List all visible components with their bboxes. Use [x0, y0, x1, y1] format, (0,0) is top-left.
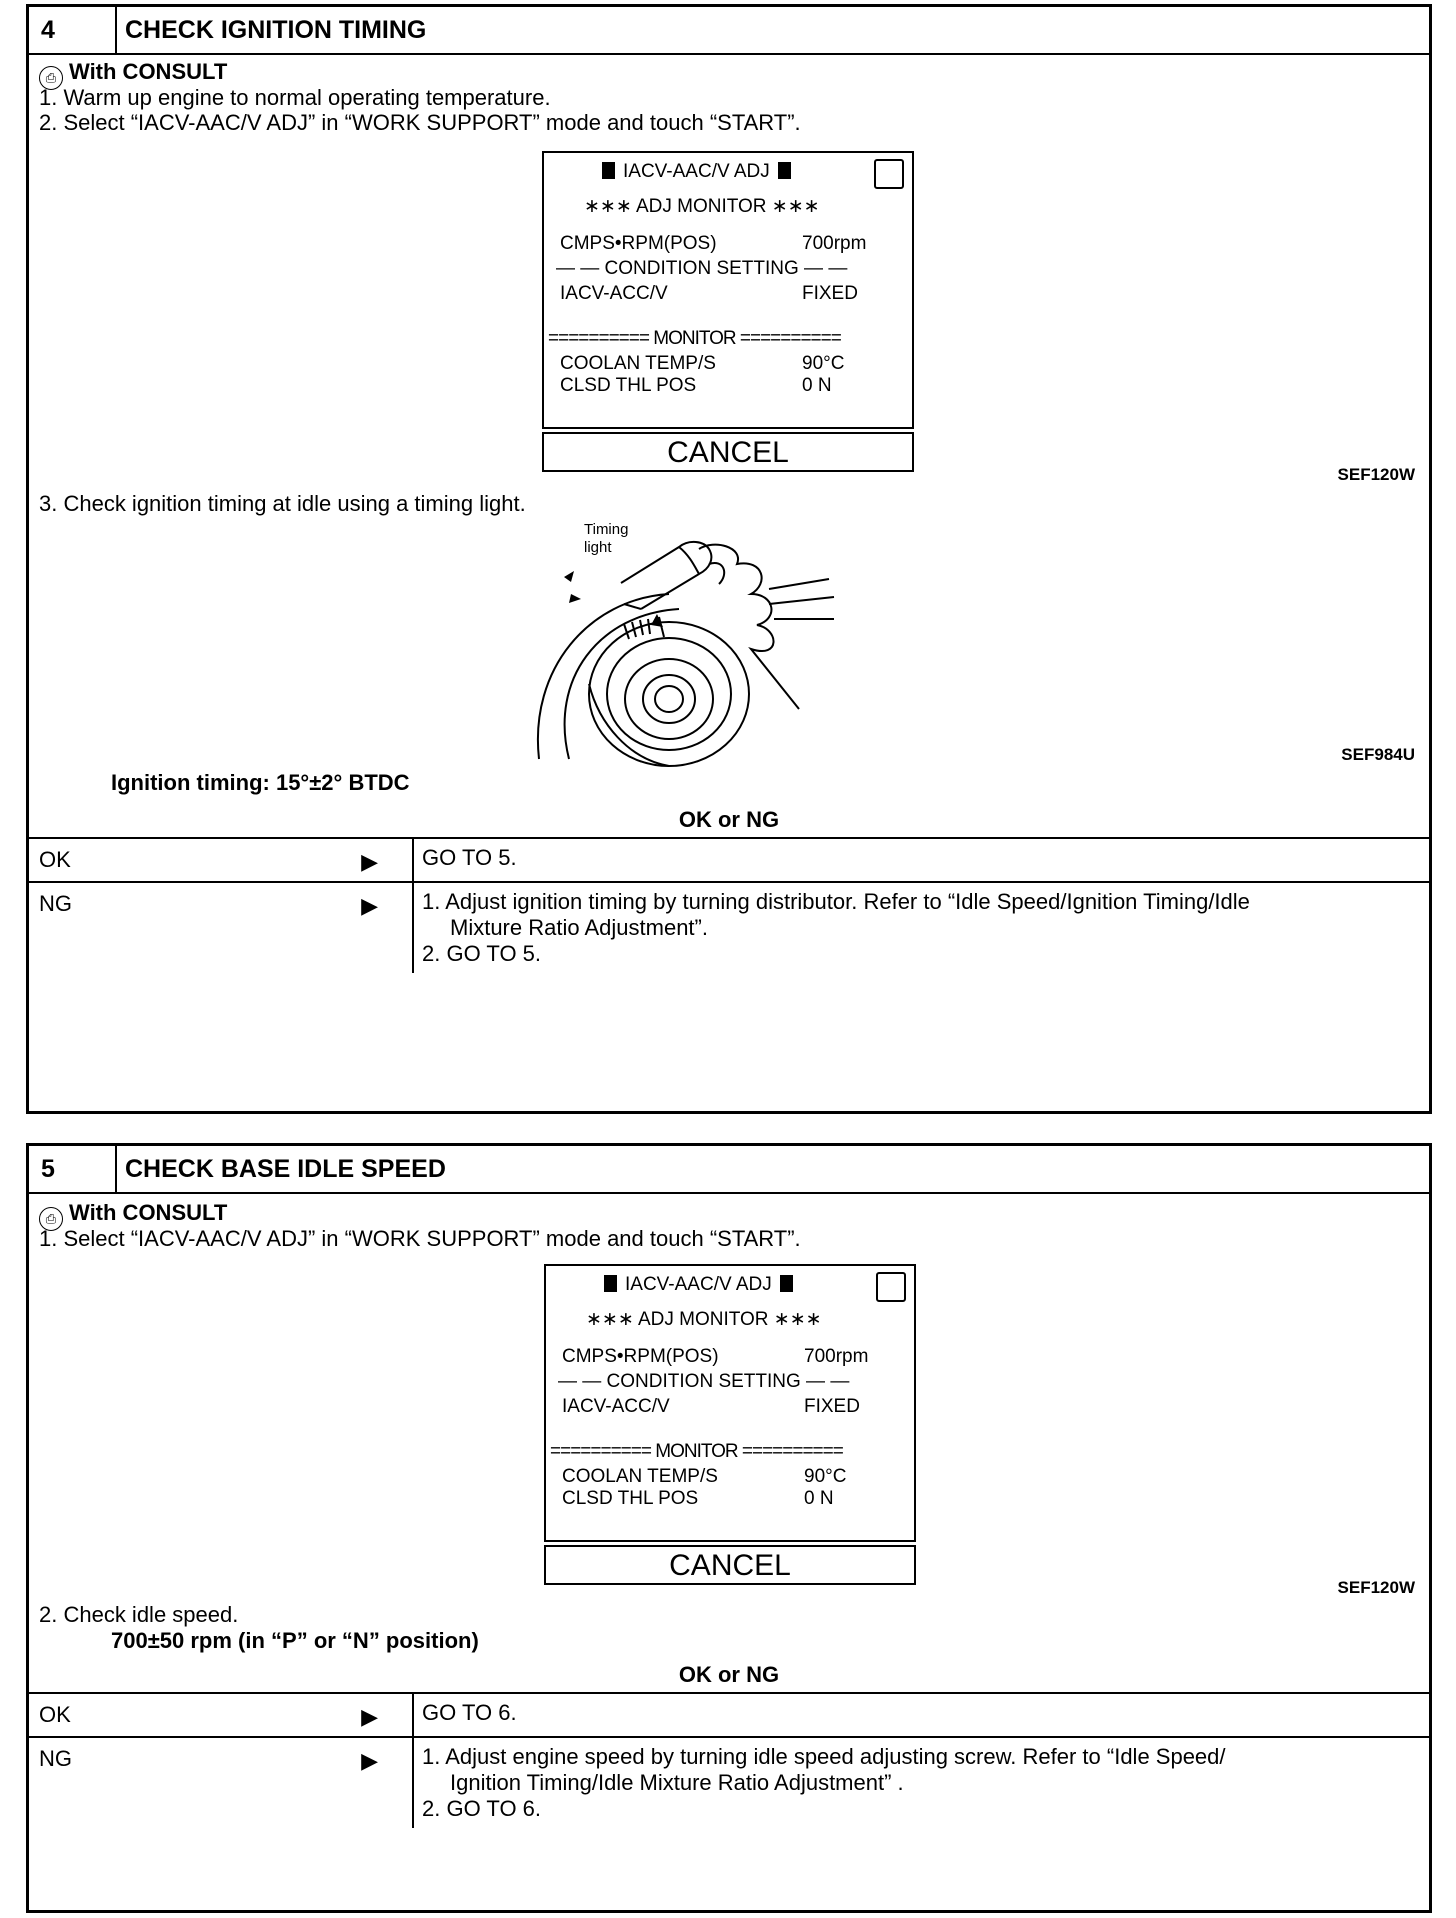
clsd-value: 0 N [802, 375, 832, 396]
screen-condition-setting: — — CONDITION SETTING — — [558, 1371, 850, 1392]
iacv-label: IACV-ACC/V [562, 1396, 670, 1417]
idle-speed-spec: 700±50 rpm (in “P” or “N” position) [111, 1628, 479, 1653]
clsd-label: CLSD THL POS [560, 375, 697, 396]
result-row-ng [29, 1738, 1429, 1828]
screen-coolant-row [562, 1466, 904, 1488]
clsd-value: 0 N [804, 1488, 834, 1509]
coolant-value: 90°C [802, 353, 845, 374]
screen-monitor-header: ========== MONITOR ========== [550, 1441, 843, 1462]
coolant-label: COOLAN TEMP/S [560, 353, 716, 374]
figure-ref-sef120w: SEF120W [1337, 1578, 1415, 1597]
figure-ref-sef984u: SEF984U [1341, 745, 1415, 764]
ng-label: NG [39, 1746, 72, 1771]
arrow-right-icon: ▶ [361, 849, 378, 874]
screen-monitor-line: ∗∗∗ ADJ MONITOR ∗∗∗ [586, 1309, 822, 1330]
screen-coolant-row [560, 353, 902, 375]
result-table [29, 837, 1429, 973]
coolant-value: 90°C [804, 1466, 847, 1487]
ok-or-ng-heading: OK or NG [678, 1662, 780, 1687]
screen-title [594, 161, 902, 183]
screen-monitor-line: ∗∗∗ ADJ MONITOR ∗∗∗ [584, 196, 820, 217]
screen-clsd-row [562, 1488, 904, 1510]
cancel-button[interactable]: CANCEL [544, 1545, 916, 1585]
rpm-value: 700rpm [804, 1346, 869, 1367]
arrow-right-icon: ▶ [361, 893, 378, 918]
step-1: 1. Select “IACV-AAC/V ADJ” in “WORK SUPPORT” mode and touch “START”. [39, 1226, 801, 1251]
result-ok-cell [29, 839, 414, 881]
arrow-right-icon: ▶ [361, 1704, 378, 1729]
step-1: 1. Warm up engine to normal operating temperature. [39, 85, 551, 110]
screen-title [596, 1274, 904, 1296]
result-table [29, 1692, 1429, 1828]
section-header [29, 7, 1429, 55]
figure-ref-sef120w: SEF120W [1337, 465, 1415, 484]
screen-panel [544, 1264, 916, 1542]
section-header [29, 1146, 1429, 1194]
result-ok-action[interactable]: GO TO 5. [422, 845, 517, 870]
ignition-timing-spec: Ignition timing: 15°±2° BTDC [111, 770, 410, 795]
rpm-value: 700rpm [802, 233, 867, 254]
iacv-value: FIXED [804, 1396, 860, 1417]
iacv-value: FIXED [802, 283, 858, 304]
screen-monitor-header: ========== MONITOR ========== [548, 328, 841, 349]
ng-action-1: 1. Adjust engine speed by turning idle speed adjusting screw. Refer to “Idle Speed/ [422, 1744, 1226, 1769]
screen-iacv-row [560, 283, 902, 305]
coolant-label: COOLAN TEMP/S [562, 1466, 718, 1487]
clsd-label: CLSD THL POS [562, 1488, 699, 1509]
step-2: 2. Check idle speed. [39, 1602, 239, 1627]
screen-title-text: IACV-AAC/V ADJ [625, 1274, 772, 1295]
result-ng-action [414, 1738, 1429, 1828]
screen-title-text: IACV-AAC/V ADJ [623, 161, 770, 182]
step-number: 5 [29, 1146, 117, 1192]
consult-screen [544, 1264, 916, 1585]
result-ok-cell [29, 1694, 414, 1736]
screen-panel [542, 151, 914, 429]
cancel-button[interactable]: CANCEL [542, 432, 914, 472]
screen-rpm-row [560, 233, 902, 255]
result-row-ok [29, 839, 1429, 883]
screen-condition-setting: — — CONDITION SETTING — — [556, 258, 848, 279]
with-consult-label: With CONSULT [69, 1200, 228, 1225]
ng-action-1: 1. Adjust ignition timing by turning distributor. Refer to “Idle Speed/Ignition Timing/Idle [422, 889, 1250, 914]
rpm-label: CMPS•RPM(POS) [560, 233, 717, 254]
section-check-ignition-timing [26, 4, 1432, 1114]
section-title: CHECK BASE IDLE SPEED [125, 1155, 446, 1183]
ng-action-2[interactable]: 2. GO TO 5. [422, 941, 542, 966]
section-check-base-idle-speed [26, 1143, 1432, 1913]
result-ng-action [414, 883, 1429, 973]
result-row-ok [29, 1694, 1429, 1738]
figure-label-light: light [584, 539, 612, 556]
step-2: 2. Select “IACV-AAC/V ADJ” in “WORK SUPPORT” mode and touch “START”. [39, 110, 801, 135]
screen-rpm-row [562, 1346, 904, 1368]
figure-label-timing: Timing [584, 521, 629, 538]
ok-or-ng-heading: OK or NG [678, 807, 780, 832]
arrow-right-icon: ▶ [361, 1748, 378, 1773]
result-ok-action[interactable]: GO TO 6. [422, 1700, 517, 1725]
ng-action-2[interactable]: 2. GO TO 6. [422, 1796, 542, 1821]
ok-label: OK [39, 1702, 71, 1727]
ng-action-1-cont: Mixture Ratio Adjustment”. [450, 915, 708, 940]
screen-iacv-row [562, 1396, 904, 1418]
ng-label: NG [39, 891, 72, 916]
result-ng-cell [29, 1738, 414, 1828]
result-ng-cell [29, 883, 414, 973]
ok-label: OK [39, 847, 71, 872]
with-consult-label: With CONSULT [69, 59, 228, 84]
rpm-label: CMPS•RPM(POS) [562, 1346, 719, 1367]
step-number: 4 [29, 7, 117, 53]
iacv-label: IACV-ACC/V [560, 283, 668, 304]
screen-clsd-row [560, 375, 902, 397]
consult-icon: ⎙ [39, 1207, 63, 1231]
consult-screen [542, 151, 914, 472]
consult-icon: ⎙ [39, 66, 63, 90]
result-row-ng [29, 883, 1429, 973]
step-3: 3. Check ignition timing at idle using a timing light. [39, 491, 526, 516]
section-title: CHECK IGNITION TIMING [125, 16, 427, 44]
ng-action-1-cont: Ignition Timing/Idle Mixture Ratio Adjustment” . [450, 1770, 904, 1795]
